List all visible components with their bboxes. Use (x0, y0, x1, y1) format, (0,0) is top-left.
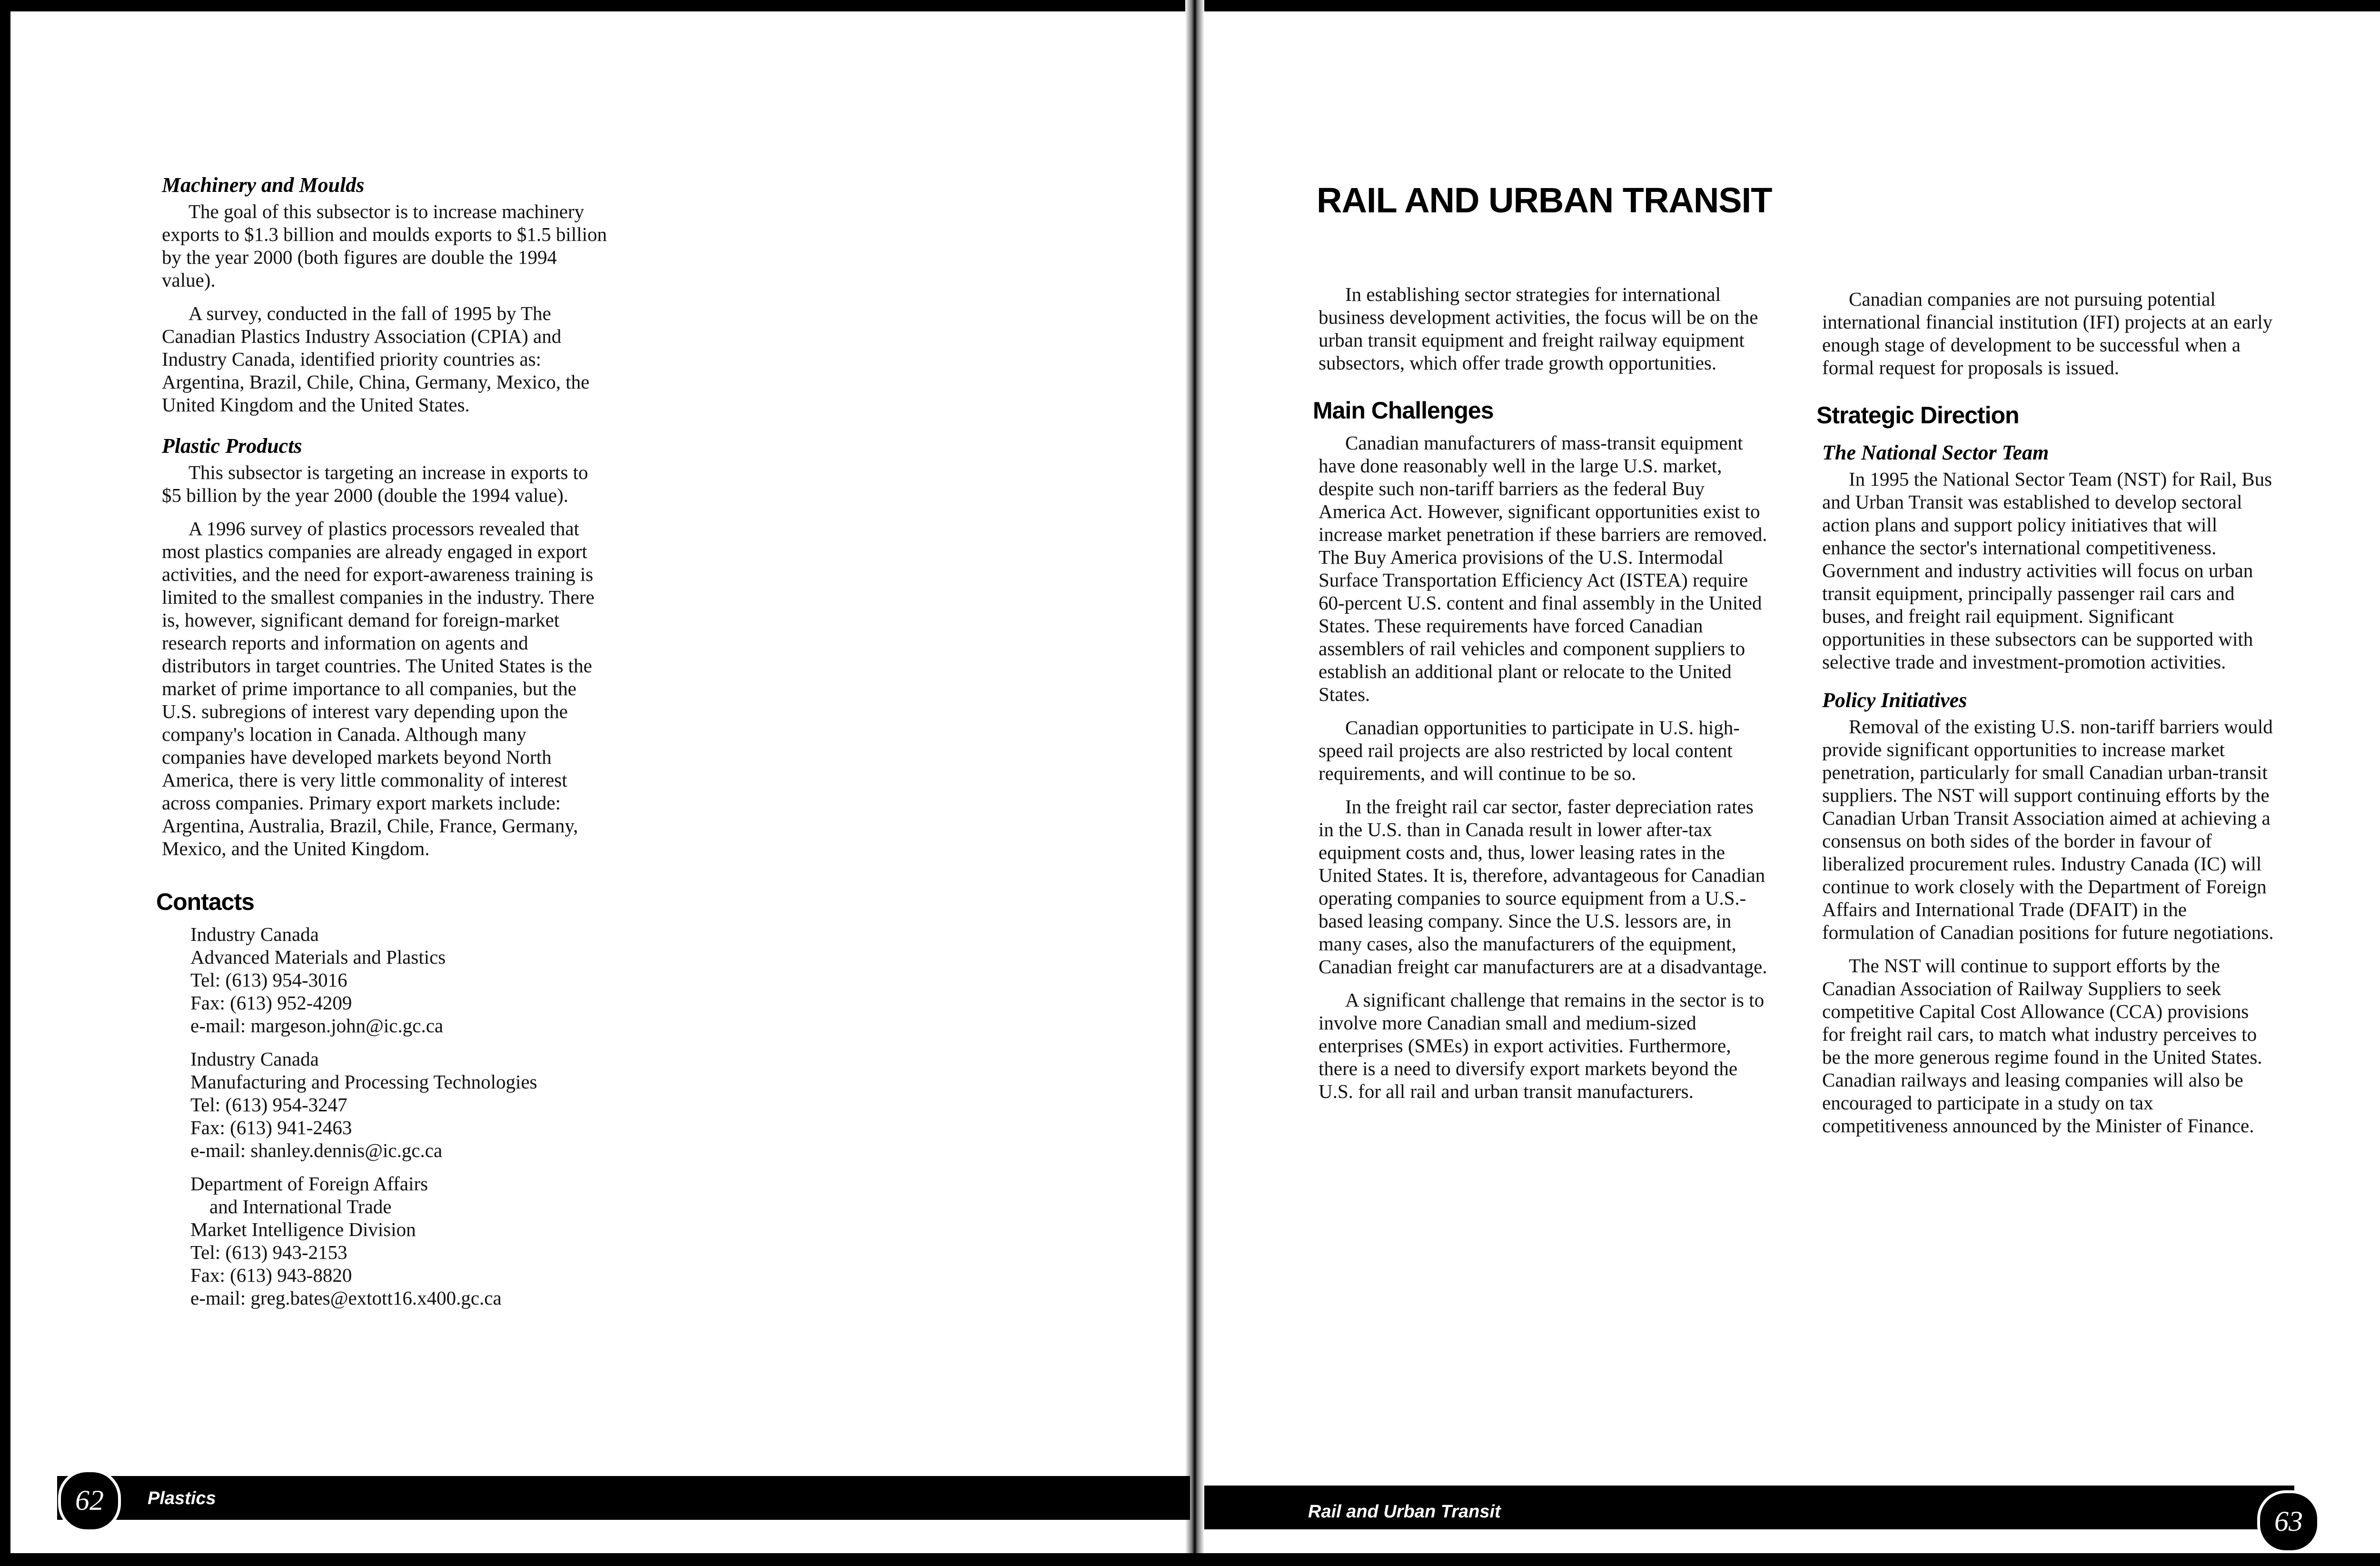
challenges-paragraph-3: In the freight rail car sector, faster depreciation rates in the U.S. than in Canada result in lower after-tax equipment costs and, thus, lower leasing rates in the United States. It is, therefore, advantageous for Canadian operating companies to source equipment from a U.S.-based leasing company. Since the U.S. lessors are, in many cases, also the manufacturers of the equipment, Canadian freight car manufacturers are at a disadvantage. (1319, 796, 1767, 978)
left-page-number: 62 (58, 1469, 121, 1532)
left-footer-section: Plastics (148, 1488, 216, 1508)
national-sector-team-heading: The National Sector Team (1822, 441, 2049, 464)
right-column-1 (1313, 283, 1771, 1113)
right-column-2 (1816, 288, 2274, 1147)
contact-block-1 (190, 923, 609, 1037)
machinery-heading: Machinery and Moulds (162, 173, 365, 197)
scan-border-left (0, 0, 10, 1566)
nst-paragraph: In 1995 the National Sector Team (NST) for Rail, Bus and Urban Transit was established to develop sectoral action plans and support policy initiatives that will enhance the sector's international competitiveness. Government and industry activities will focus on urban transit equipment, principally passenger rail cars and buses, and freight rail equipment. Significant opportunities in these subsectors can be supported with selective trade and investment-promotion activities. (1822, 468, 2272, 673)
contacts-heading: Contacts (156, 888, 254, 915)
left-footer-bar (57, 1476, 1190, 1520)
contact-2-fax: Fax: (613) 941-2463 (190, 1117, 352, 1138)
policy-paragraph-1: Removal of the existing U.S. non-tariff barriers would provide significant opportunities to increase market penetration, particularly for small Canadian urban-transit suppliers. The NST will support continuing efforts by the Canadian Urban Transit Association aimed at achieving a consensus on both sides of the border in favour of liberalized procurement rules. Industry Canada (IC) will continue to work closely with the Department of Foreign Affairs and International Trade (DFAIT) in the formulation of Canadian positions for future negotiations. (1822, 716, 2274, 943)
contact-2-line-1: Industry Canada (190, 1048, 319, 1070)
strategic-direction-heading: Strategic Direction (1816, 402, 2019, 429)
contact-block-2 (190, 1047, 609, 1162)
contact-1-email: e-mail: margeson.john@ic.gc.ca (190, 1015, 444, 1037)
contact-3-line-1: Department of Foreign Affairs (190, 1173, 428, 1195)
contact-1-fax: Fax: (613) 952-4209 (190, 992, 352, 1014)
contact-1-line-2: Advanced Materials and Plastics (190, 946, 446, 968)
challenges-paragraph-4: A significant challenge that remains in the sector is to involve more Canadian small and medium-sized enterprises (SMEs) in export activities. Furthermore, there is a need to diversify export markets beyond the U.S. for all rail and urban transit manufacturers. (1319, 989, 1765, 1102)
left-column-top (156, 172, 609, 1320)
contact-block-3 (190, 1172, 609, 1309)
plastic-heading: Plastic Products (162, 434, 302, 458)
contact-2-email: e-mail: shanley.dennis@ic.gc.ca (190, 1139, 443, 1161)
machinery-paragraph-1: The goal of this subsector is to increase machinery exports to $1.3 billion and moulds exports to $1.5 billion by the year 2000 (both figures are double the 1994 value). (162, 200, 607, 291)
policy-initiatives-heading: Policy Initiatives (1822, 688, 1967, 712)
contact-2-tel: Tel: (613) 954-3247 (190, 1094, 347, 1116)
plastic-paragraph-2: A 1996 survey of plastics processors revealed that most plastics companies are already engaged in export activities, and the need for export-awareness training is limited to the smallest companies in the industry. There is, however, significant demand for foreign-market research reports and information on agents and distributors in target countries. The United States is the market of prime importance to all companies, but the U.S. subregions of interest vary depending upon the company's location in Canada. Although many companies have developed markets beyond North America, there is very little commonality of interest across companies. Primary export markets include: Argentina, Australia, Brazil, Chile, France, Germany, Mexico, and the United Kingdom. (162, 518, 595, 859)
contact-3-email: e-mail: greg.bates@extott16.x400.gc.ca (190, 1287, 502, 1309)
challenges-paragraph-1: Canadian manufacturers of mass-transit equipment have done reasonably well in the large U.S. market, despite such non-tariff barriers as the federal Buy America Act. However, significant opportunities exist to increase market penetration if these barriers are removed. The Buy America provisions of the U.S. Intermodal Surface Transportation Efficiency Act (ISTEA) require 60-percent U.S. content and final assembly in the United States. These requirements have forced Canadian assemblers of rail vehicles and component suppliers to establish an additional plant or relocate to the United States. (1319, 432, 1767, 705)
right-page-number: 63 (2257, 1490, 2320, 1553)
scan-border-bottom (0, 1553, 2380, 1566)
right-footer-section: Rail and Urban Transit (1308, 1502, 1501, 1522)
plastic-paragraph-1: This subsector is targeting an increase in exports to $5 billion by the year 2000 (double the 1994 value). (162, 461, 588, 506)
machinery-paragraph-2: A survey, conducted in the fall of 1995 by The Canadian Plastics Industry Association (CPIA) and Industry Canada, identified priority countries as: Argentina, Brazil, Chile, China, Germany, Mexico, the United Kingdom and the United States. (162, 302, 590, 416)
rail-intro: In establishing sector strategies for international business development activities, the focus will be on the urban transit equipment and freight railway equipment subsectors, which offer trade growth opportunities. (1319, 283, 1758, 374)
contact-1-line-1: Industry Canada (190, 923, 319, 945)
contact-3-tel: Tel: (613) 943-2153 (190, 1241, 347, 1263)
contact-3-fax: Fax: (613) 943-8820 (190, 1264, 352, 1286)
contact-1-tel: Tel: (613) 954-3016 (190, 969, 347, 991)
book-spine (1185, 0, 1204, 1566)
ifi-paragraph: Canadian companies are not pursuing potential international financial institution (IFI) projects at an early enough stage of development to be successful when a formal request for proposals is issued. (1822, 288, 2273, 379)
policy-paragraph-2: The NST will continue to support efforts by the Canadian Association of Railway Suppliers to seek competitive Capital Cost Allowance (CCA) provisions for freight rail cars, to match what industry perceives to be the more generous regime found in the United States. Canadian railways and leasing companies will also be encouraged to participate in a study on tax competitiveness announced by the Minister of Finance. (1822, 955, 2262, 1137)
contact-2-line-2: Manufacturing and Processing Technologies (190, 1071, 537, 1093)
challenges-paragraph-2: Canadian opportunities to participate in U.S. high-speed rail projects are also restricted by local content requirements, and will continue to be so. (1319, 717, 1740, 784)
contact-3-line-3: Market Intelligence Division (190, 1218, 416, 1240)
page-title: RAIL AND URBAN TRANSIT (1317, 180, 1772, 220)
contact-3-line-2: and International Trade (209, 1196, 392, 1217)
main-challenges-heading: Main Challenges (1313, 397, 1494, 424)
